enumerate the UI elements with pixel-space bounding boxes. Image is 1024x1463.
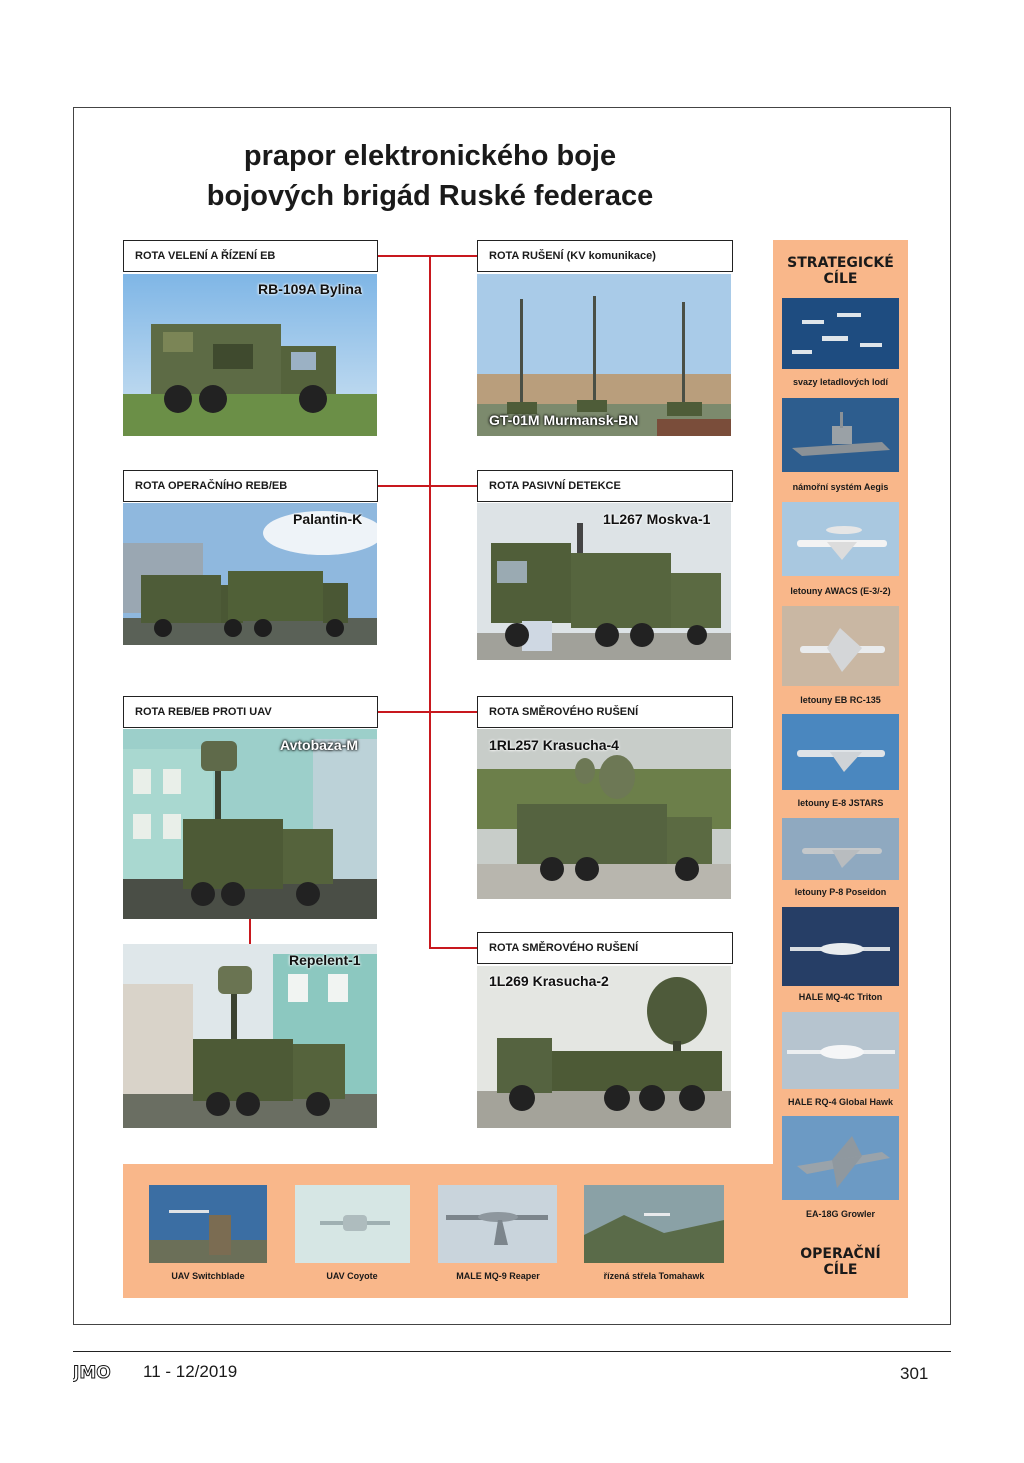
thumb-mq4c-triton: [782, 907, 899, 986]
strategic-target-caption: letouny AWACS (E-3/-2): [790, 586, 891, 596]
system-caption: Palantin-K: [293, 511, 363, 527]
photo-avtobaza-m: [123, 729, 377, 919]
operational-heading-line1: OPERAČNÍ: [800, 1246, 881, 1262]
page-title-line1: prapor elektronického boje: [243, 140, 617, 172]
thumb-aegis: [782, 398, 899, 472]
strategic-target-caption: letouny E-8 JSTARS: [797, 798, 884, 808]
system-caption: 1L267 Moskva-1: [603, 511, 711, 527]
photo-krasucha-4: [477, 729, 731, 899]
system-caption: 1L269 Krasucha-2: [489, 973, 609, 989]
jmo-logo: [73, 1362, 125, 1382]
thumb-mq9-reaper: [438, 1185, 557, 1263]
operational-target-caption: UAV Coyote: [326, 1271, 378, 1281]
unit-label: ROTA SMĚROVÉHO RUŠENÍ: [489, 942, 639, 954]
strategic-target-caption: letouny EB RC-135: [800, 695, 881, 705]
system-caption: GT-01M Murmansk-BN: [489, 412, 639, 428]
unit-box-directional-jamming-1: [477, 696, 733, 728]
thumb-p8-poseidon: [782, 818, 899, 880]
connector-row4: [429, 947, 477, 949]
system-caption: Repelent-1: [289, 952, 361, 968]
thumb-ea18g-growler: [782, 1116, 899, 1200]
photo-krasucha-2: [477, 966, 731, 1128]
strategic-target-caption: HALE MQ-4C Triton: [798, 992, 883, 1002]
unit-box-operational-ew: [123, 470, 378, 502]
photo-repelent-1: [123, 944, 377, 1128]
thumb-rq4-global-hawk: [782, 1012, 899, 1089]
operational-heading-line2: CÍLE: [823, 1262, 858, 1278]
unit-box-passive-detection: [477, 470, 733, 502]
page-number: 301: [900, 1364, 929, 1383]
operational-target-caption: MALE MQ-9 Reaper: [456, 1271, 540, 1281]
system-caption: Avtobaza-M: [280, 737, 359, 753]
unit-label: ROTA REB/EB PROTI UAV: [135, 706, 272, 718]
unit-box-command: [123, 240, 378, 272]
operational-target-caption: řízená střela Tomahawk: [603, 1271, 705, 1281]
strategic-target-caption: svazy letadlových lodí: [792, 377, 889, 387]
system-caption: RB-109A Bylina: [258, 281, 362, 297]
thumb-switchblade: [149, 1185, 267, 1263]
strategic-heading-line1: STRATEGICKÉ: [787, 255, 894, 271]
issue-number: 11 - 12/2019: [143, 1362, 238, 1381]
thumb-awacs: [782, 502, 899, 576]
operational-heading: [773, 1246, 908, 1278]
unit-box-hf-jamming: [477, 240, 733, 272]
strategic-target-caption: EA-18G Growler: [805, 1209, 876, 1219]
footer-rule: [73, 1351, 951, 1352]
page-title-line2: bojových brigád Ruské federace: [206, 180, 654, 212]
thumb-tomahawk: [584, 1185, 724, 1263]
connector-row3: [378, 711, 477, 713]
connector-trunk: [429, 255, 431, 948]
connector-row1: [378, 255, 477, 257]
strategic-target-caption: námořní systém Aegis: [792, 482, 889, 492]
unit-label: ROTA OPERAČNÍHO REB/EB: [135, 480, 288, 492]
unit-label: ROTA SMĚROVÉHO RUŠENÍ: [489, 706, 639, 718]
strategic-target-caption: letouny P-8 Poseidon: [794, 887, 887, 897]
system-caption: 1RL257 Krasucha-4: [489, 737, 619, 753]
unit-label: ROTA RUŠENÍ (KV komunikace): [489, 250, 656, 262]
photo-rb109a-bylina: [123, 274, 377, 436]
logo-text: JMO: [73, 1363, 111, 1382]
strategic-target-caption: HALE RQ-4 Global Hawk: [787, 1097, 894, 1107]
unit-box-counter-uav: [123, 696, 378, 728]
unit-box-directional-jamming-2: [477, 932, 733, 964]
strategic-heading-line2: CÍLE: [823, 271, 858, 287]
unit-label: ROTA PASIVNÍ DETEKCE: [489, 480, 621, 492]
thumb-rc135: [782, 606, 899, 686]
connector-uav-pair: [249, 918, 251, 944]
thumb-coyote: [295, 1185, 410, 1263]
operational-target-caption: UAV Switchblade: [171, 1271, 245, 1281]
thumb-jstars: [782, 714, 899, 790]
strategic-heading: [773, 255, 908, 287]
connector-row2: [378, 485, 477, 487]
thumb-carrier-group: [782, 298, 899, 369]
unit-label: ROTA VELENÍ A ŘÍZENÍ EB: [135, 250, 276, 262]
